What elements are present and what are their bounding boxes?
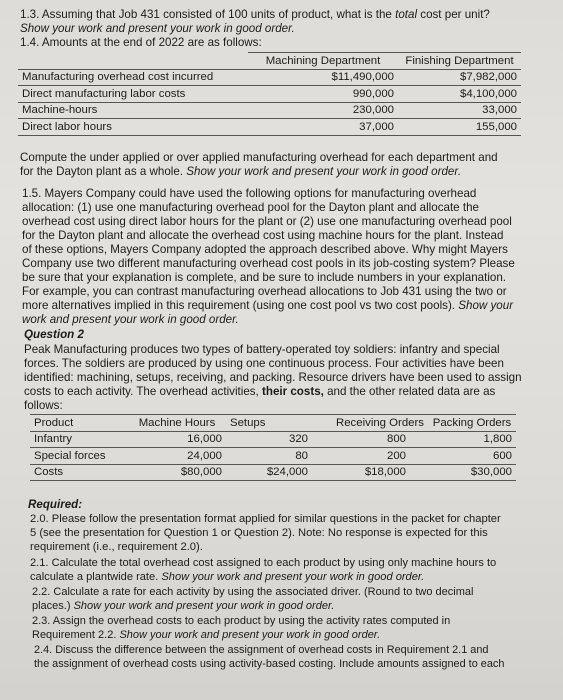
- q2-line: forces. The soldiers are produced by using one continuous process. Four activities have been: [24, 357, 504, 370]
- q15-line: work and present your work in good order.: [22, 313, 239, 326]
- table-row: Infantry 16,000 320 800 1,800: [30, 431, 516, 448]
- q15-line: for the Dayton plant and allocate the overhead cost using machine hours for the plant. Instead: [22, 229, 504, 242]
- q15-line: allocation: (1) use one manufacturing overhead pool for the Dayton plant and allocate the: [22, 201, 479, 214]
- req-line: 5 (see the presentation for Question 1 or Question 2). Note: No response is expected for this: [30, 527, 488, 539]
- req-line: 2.4. Discuss the difference between the assignment of overhead costs in Requirement 2.1 and: [34, 644, 489, 656]
- compute-line1: Compute the under applied or over applied manufacturing overhead for each department and: [20, 151, 498, 164]
- q15-line: be sure that your explanation is complete, and be sure to include numbers in your explanation.: [22, 271, 507, 284]
- table-row: Costs $80,000 $24,000 $18,000 $30,000: [30, 464, 516, 481]
- table-row: Manufacturing overhead cost incurred $11,490,000 $7,982,000: [18, 69, 521, 86]
- q14-line: 1.4. Amounts at the end of 2022 are as follows:: [20, 36, 262, 49]
- q2-line: identified: machining, setups, receiving, and packing. Resource drivers have been used to assign: [24, 371, 522, 384]
- question2-heading: Question 2: [24, 328, 84, 341]
- table-header-row: [18, 53, 521, 70]
- req-line: requirement (i.e., requirement 2.0).: [30, 541, 203, 553]
- table-row: Direct labor hours 37,000 155,000: [18, 119, 521, 136]
- q13-line1: 1.3. Assuming that Job 431 consisted of 100 units of product, what is the total cost per unit?: [20, 8, 490, 21]
- table-row: Direct manufacturing labor costs 990,000 $4,100,000: [18, 86, 521, 103]
- required-heading: Required:: [28, 498, 83, 511]
- req-line: Requirement 2.2. Show your work and present your work in good order.: [32, 629, 381, 641]
- req-line: 2.2. Calculate a rate for each activity by using the associated driver. (Round to two decimal: [32, 586, 474, 598]
- q2-line: follows:: [24, 399, 63, 412]
- req-line: calculate a plantwide rate. Show your work and present your work in good order.: [30, 571, 425, 583]
- q15-line: more alternatives implied in this requirement (using one cost pool vs two cost pools). Show your: [22, 299, 514, 312]
- col-machining: Machining Department: [248, 53, 398, 70]
- q2-line: costs to each activity. The overhead activities, their costs, and the other related data are as: [24, 385, 496, 398]
- q15-line: 1.5. Mayers Company could have used the following options for manufacturing overhead: [22, 187, 477, 200]
- activity-table: [30, 414, 516, 481]
- table-row: Special forces 24,000 80 200 600: [30, 448, 516, 465]
- q13-line2: Show your work and present your work in good order.: [20, 22, 295, 35]
- q2-line: Peak Manufacturing produces two types of battery-operated toy soldiers: infantry and special: [24, 343, 500, 356]
- req-line: 2.1. Calculate the total overhead cost assigned to each product by using only machine hours to: [30, 557, 497, 569]
- req-line: 2.3. Assign the overhead costs to each product by using the activity rates computed in: [32, 615, 451, 627]
- req-line: places.) Show your work and present your work in good order.: [32, 600, 335, 612]
- table-row: Machine-hours 230,000 33,000: [18, 102, 521, 119]
- col-finishing: Finishing Department: [398, 53, 521, 70]
- q15-line: Company use two different manufacturing overhead cost pools in its job-costing system? Please: [22, 257, 515, 270]
- table-header-row: Product Machine Hours Setups Receiving Orders Packing Orders: [30, 415, 516, 432]
- q15-line: overhead cost using direct labor hours for the plant or (2) use one manufacturing overhead pool: [22, 215, 512, 228]
- req-line: the assignment of overhead costs using activity-based costing. Include amounts assigned to each: [34, 658, 505, 670]
- compute-line2: for the Dayton plant as a whole. Show your work and present your work in good order.: [20, 165, 462, 178]
- q15-line: of these options, Mayers Company adopted the approach described above. Why might Mayers: [22, 243, 508, 256]
- overhead-table: [18, 52, 521, 136]
- q15-line: For example, you can contrast manufacturing overhead allocations to Job 431 using the two or: [22, 285, 507, 298]
- req-line: 2.0. Please follow the presentation format applied for similar questions in the packet for chapter: [30, 513, 501, 525]
